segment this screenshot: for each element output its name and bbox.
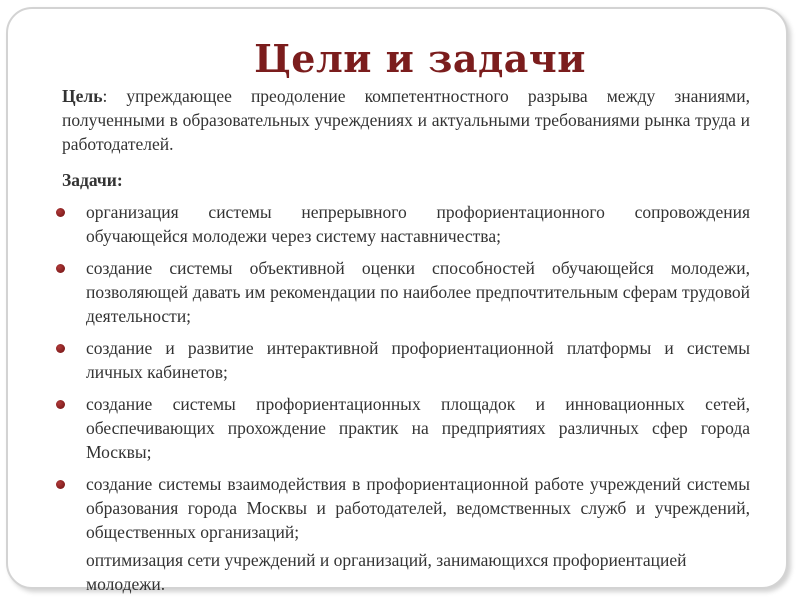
task-continuation: оптимизация сети учреждений и организаций, занимающихся профориентацией молодежи.: [86, 550, 687, 594]
slide-title: Цели и задачи: [254, 36, 586, 81]
list-item: [62, 200, 750, 248]
goal-paragraph: [62, 84, 750, 156]
task-text: создание системы взаимодействия в профориентационной работе учреждений системы образования города Москвы и работодателей, ведомственных служб и учреждений, общественных организаций;: [86, 474, 750, 542]
bullet-icon: [56, 480, 65, 489]
list-item: [62, 336, 750, 384]
goal-text: : упреждающее преодоление компетентностного разрыва между знаниями, полученными в образовательных учреждениях и актуальными требованиями рынка труда и работодателей.: [62, 86, 750, 154]
list-item: [62, 392, 750, 464]
bullet-icon: [56, 208, 65, 217]
tasks-label: Задачи:: [62, 170, 123, 190]
task-text: организация системы непрерывного профориентационного сопровождения обучающейся молодежи через систему наставничества;: [86, 202, 750, 246]
list-item: [62, 256, 750, 328]
slide-content: [62, 84, 750, 596]
bullet-icon: [56, 264, 65, 273]
bullet-icon: [56, 344, 65, 353]
goal-label: Цель: [62, 86, 103, 106]
task-text: создание системы объективной оценки способностей обучающейся молодежи, позволяющей давать им рекомендации по наиболее предпочтительным сферам трудовой деятельности;: [86, 258, 750, 326]
task-text: создание системы профориентационных площадок и инновационных сетей, обеспечивающих прохождение практик на предприятиях различных сфер города Москвы;: [86, 394, 750, 462]
list-item: [62, 472, 750, 544]
task-text: создание и развитие интерактивной профориентационной платформы и системы личных кабинетов;: [86, 338, 750, 382]
tasks-list: [62, 200, 750, 544]
bullet-icon: [56, 400, 65, 409]
